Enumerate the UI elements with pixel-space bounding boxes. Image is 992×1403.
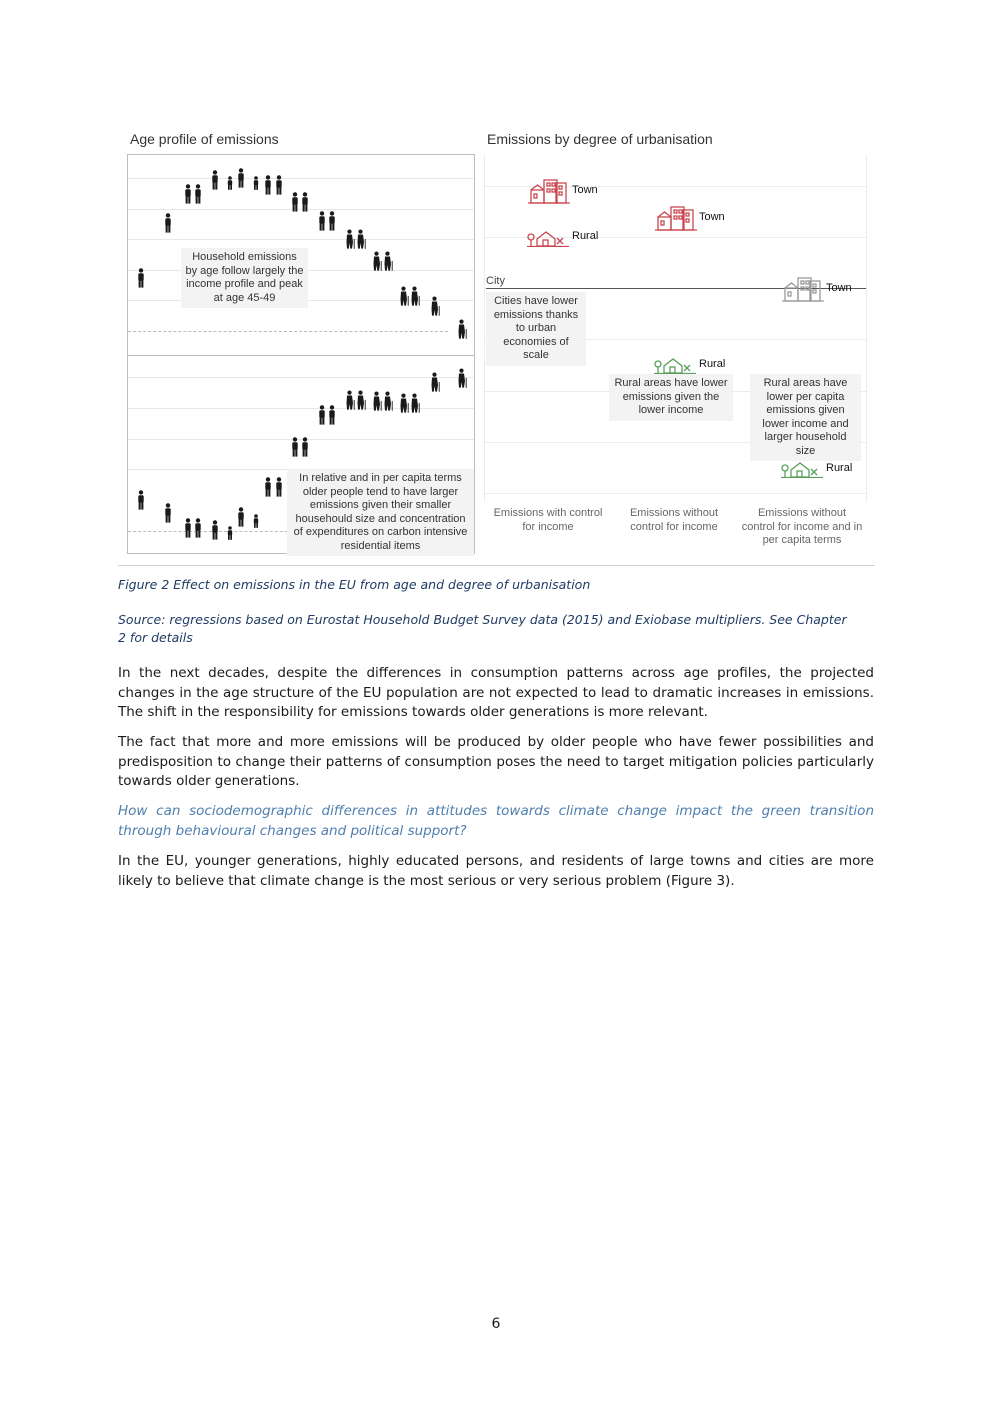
person-icon: [184, 518, 192, 538]
body-paragraph-1: In the next decades, despite the differences in consumption patterns across age profiles, the projected changes in the age structure of the EU population are not expected to lead to dramatic increases in emissions. The shift in the responsibility for emissions towards older generations is more relevant.: [118, 665, 874, 721]
age-annotation-bottom: In relative and in per capita terms older people tend to have larger emissions given their smaller househould size and concentration of expenditures on carbon intensive residential items: [287, 469, 474, 556]
elder-icon: [345, 390, 355, 410]
town-label-2: Town: [699, 211, 725, 223]
body-paragraph-3: In the EU, younger generations, highly educated persons, and residents of large towns and cities are more likely to believe that climate change is the most serious or very serious problem (Figure 3).: [118, 853, 874, 889]
person-icon: [264, 175, 272, 195]
elder-icon: [372, 391, 382, 411]
elder-icon: [399, 393, 409, 413]
child-icon: [226, 170, 234, 190]
elder-icon: [430, 372, 440, 392]
city-label: City: [486, 275, 505, 287]
elder-icon: [410, 286, 420, 306]
column-label-3: Emissions without control for income and in per capita terms: [741, 507, 863, 546]
person-icon: [264, 477, 272, 497]
child-icon: [226, 520, 234, 540]
child-icon: [252, 508, 260, 528]
rural-label-1: Rural: [572, 230, 599, 242]
page-number: 6: [491, 1316, 501, 1332]
elder-icon: [457, 368, 467, 388]
person-icon: [237, 507, 245, 527]
caption-divider: [118, 565, 875, 566]
elder-icon: [356, 229, 366, 249]
town-label-3: Town: [826, 282, 852, 294]
rural-farm-icon: [654, 354, 696, 374]
person-icon: [211, 170, 219, 190]
person-icon: [211, 520, 219, 540]
person-icon: [291, 437, 299, 457]
elder-icon: [356, 390, 366, 410]
rural-income-annotation: Rural areas have lower emissions given the lower income: [609, 374, 733, 421]
rural-farm-icon: [527, 227, 569, 247]
column-label-1: Emissions with control for income: [493, 507, 603, 533]
person-icon: [194, 518, 202, 538]
rural-farm-icon: [781, 458, 823, 478]
elder-icon: [457, 319, 467, 339]
person-icon: [184, 184, 192, 204]
cities-annotation: Cities have lower emissions thanks to urban economies of scale: [486, 292, 586, 366]
town-building-icon: [782, 276, 824, 302]
person-icon: [137, 268, 145, 288]
person-icon: [164, 503, 172, 523]
person-icon: [301, 192, 309, 212]
person-icon: [237, 168, 245, 188]
town-building-icon: [655, 205, 697, 231]
figure-source: Source: regressions based on Eurostat Household Budget Survey data (2015) and Exiobase multipliers. See Chapter 2 for details: [118, 612, 847, 645]
person-icon: [275, 175, 283, 195]
child-icon: [252, 170, 260, 190]
person-icon: [164, 213, 172, 233]
body-question: How can sociodemographic differences in attitudes towards climate change impact the green transition through behavioural changes and political support?: [118, 803, 874, 839]
person-icon: [291, 192, 299, 212]
town-label-1: Town: [572, 184, 598, 196]
elder-icon: [399, 286, 409, 306]
elder-icon: [383, 251, 393, 271]
rural-label-2: Rural: [699, 358, 726, 370]
elder-icon: [430, 296, 440, 316]
elder-icon: [345, 229, 355, 249]
elder-icon: [372, 251, 382, 271]
person-icon: [137, 490, 145, 510]
body-paragraph-2: The fact that more and more emissions will be produced by older people who have fewer possibilities and predisposition to change their patterns of consumption poses the need to target mitigation policies particularly towards older generations.: [118, 734, 874, 790]
rural-per-capita-annotation: Rural areas have lower per capita emissions given lower income and larger household size: [750, 374, 861, 461]
person-icon: [301, 437, 309, 457]
person-icon: [275, 477, 283, 497]
left-panel-title: Age profile of emissions: [130, 131, 279, 147]
person-icon: [318, 211, 326, 231]
elder-icon: [410, 393, 420, 413]
figure-caption: Figure 2 Effect on emissions in the EU from age and degree of urbanisation: [118, 577, 591, 592]
rural-label-3: Rural: [826, 462, 853, 474]
column-label-2: Emissions without control for income: [629, 507, 719, 533]
person-icon: [318, 405, 326, 425]
elder-icon: [383, 391, 393, 411]
age-annotation-top: Household emissions by age follow largely the income profile and peak at age 45-49: [181, 248, 308, 308]
person-icon: [194, 184, 202, 204]
town-building-icon: [528, 178, 570, 204]
person-icon: [328, 211, 336, 231]
right-panel-title: Emissions by degree of urbanisation: [487, 131, 713, 147]
person-icon: [328, 405, 336, 425]
